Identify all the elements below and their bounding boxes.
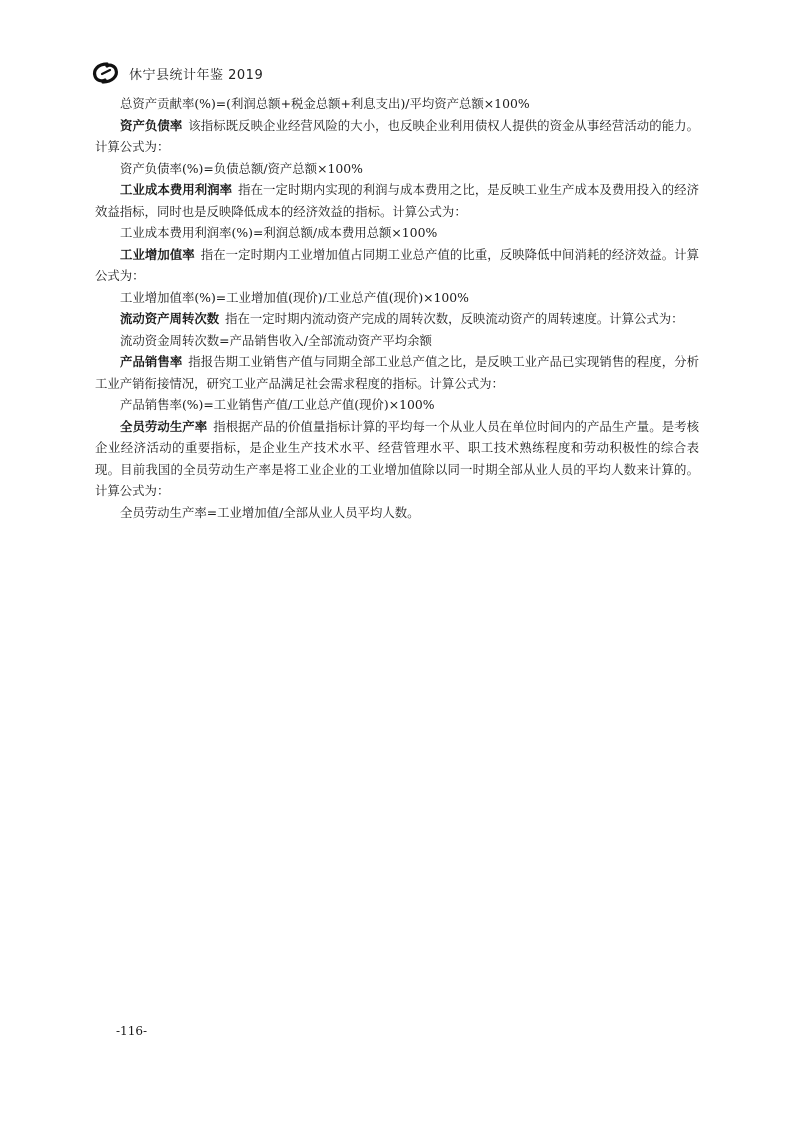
term-heading: 资产负债率	[120, 117, 183, 133]
paragraph	[95, 502, 699, 524]
paragraph-text: 指在一定时期内实现的利润与成本费用之比，是反映工业生产成本及费用投入的经济效益指标，同时也是反映降低成本的经济效益的指标。计算公式为：	[95, 182, 700, 219]
paragraph	[95, 330, 699, 352]
paragraph	[95, 308, 699, 330]
paragraph-text: 工业成本费用利润率(%)=利润总额/成本费用总额×100%	[120, 225, 438, 240]
term-heading: 工业增加值率	[120, 246, 195, 262]
paragraph	[95, 244, 699, 287]
paragraph	[95, 93, 699, 115]
paragraph-text: 指在一定时期内流动资产完成的周转次数，反映流动资产的周转速度。计算公式为：	[225, 311, 684, 326]
term-heading: 全员劳动生产率	[120, 418, 208, 434]
paragraph-text: 工业增加值率(%)=工业增加值(现价)/工业总产值(现价)×100%	[120, 289, 469, 305]
paragraph-text: 指在一定时期内工业增加值占同期工业总产值的比重，反映降低中间消耗的经济效益。计算公式为：	[95, 246, 700, 283]
paragraph-text: 流动资金周转次数=产品销售收入/全部流动资产平均余额	[120, 332, 432, 348]
yearbook-logo-icon	[91, 61, 121, 85]
paragraph	[95, 222, 699, 244]
paragraph-text: 全员劳动生产率=工业增加值/全部从业人员平均人数。	[120, 504, 420, 520]
paragraph-text: 资产负债率(%)=负债总额/资产总额×100%	[120, 160, 363, 176]
term-heading: 产品销售率	[120, 354, 183, 369]
paragraph-text: 产品销售率(%)=工业销售产值/工业总产值(现价)×100%	[120, 397, 435, 412]
paragraph	[95, 115, 699, 158]
document-body	[95, 93, 699, 523]
paragraph	[95, 416, 699, 502]
paragraph	[95, 394, 699, 416]
paragraph-text: 指根据产品的价值量指标计算的平均每一个从业人员在单位时间内的产品生产量。是考核企业经济活动的重要指标，是企业生产技术水平、经营管理水平、职工技术熟练程度和劳动积极性的综合表现。目前我国的全员劳动生产率是将工业企业的工业增加值除以同一时期全部从业人员的平均人数来计算的。计算公式为：	[95, 418, 700, 498]
page-number: -116-	[116, 1024, 148, 1038]
paragraph	[95, 287, 699, 309]
paragraph	[95, 351, 699, 394]
paragraph-text: 总资产贡献率(%)=(利润总额+税金总额+利息支出)/平均资产总额×100%	[120, 96, 530, 111]
yearbook-title: 休宁县统计年鉴 2019	[129, 67, 264, 83]
paragraph-text: 指报告期工业销售产值与同期全部工业总产值之比，是反映工业产品已实现销售的程度，分析工业产销衔接情况，研究工业产品满足社会需求程度的指标。计算公式为：	[95, 354, 700, 391]
paragraph-text: 该指标既反映企业经营风险的大小，也反映企业利用债权人提供的资金从事经营活动的能力。计算公式为：	[95, 117, 700, 154]
term-heading: 流动资产周转次数	[120, 311, 220, 326]
paragraph	[95, 179, 699, 222]
paragraph	[95, 158, 699, 180]
term-heading: 工业成本费用利润率	[120, 182, 233, 197]
page-header	[91, 60, 263, 86]
